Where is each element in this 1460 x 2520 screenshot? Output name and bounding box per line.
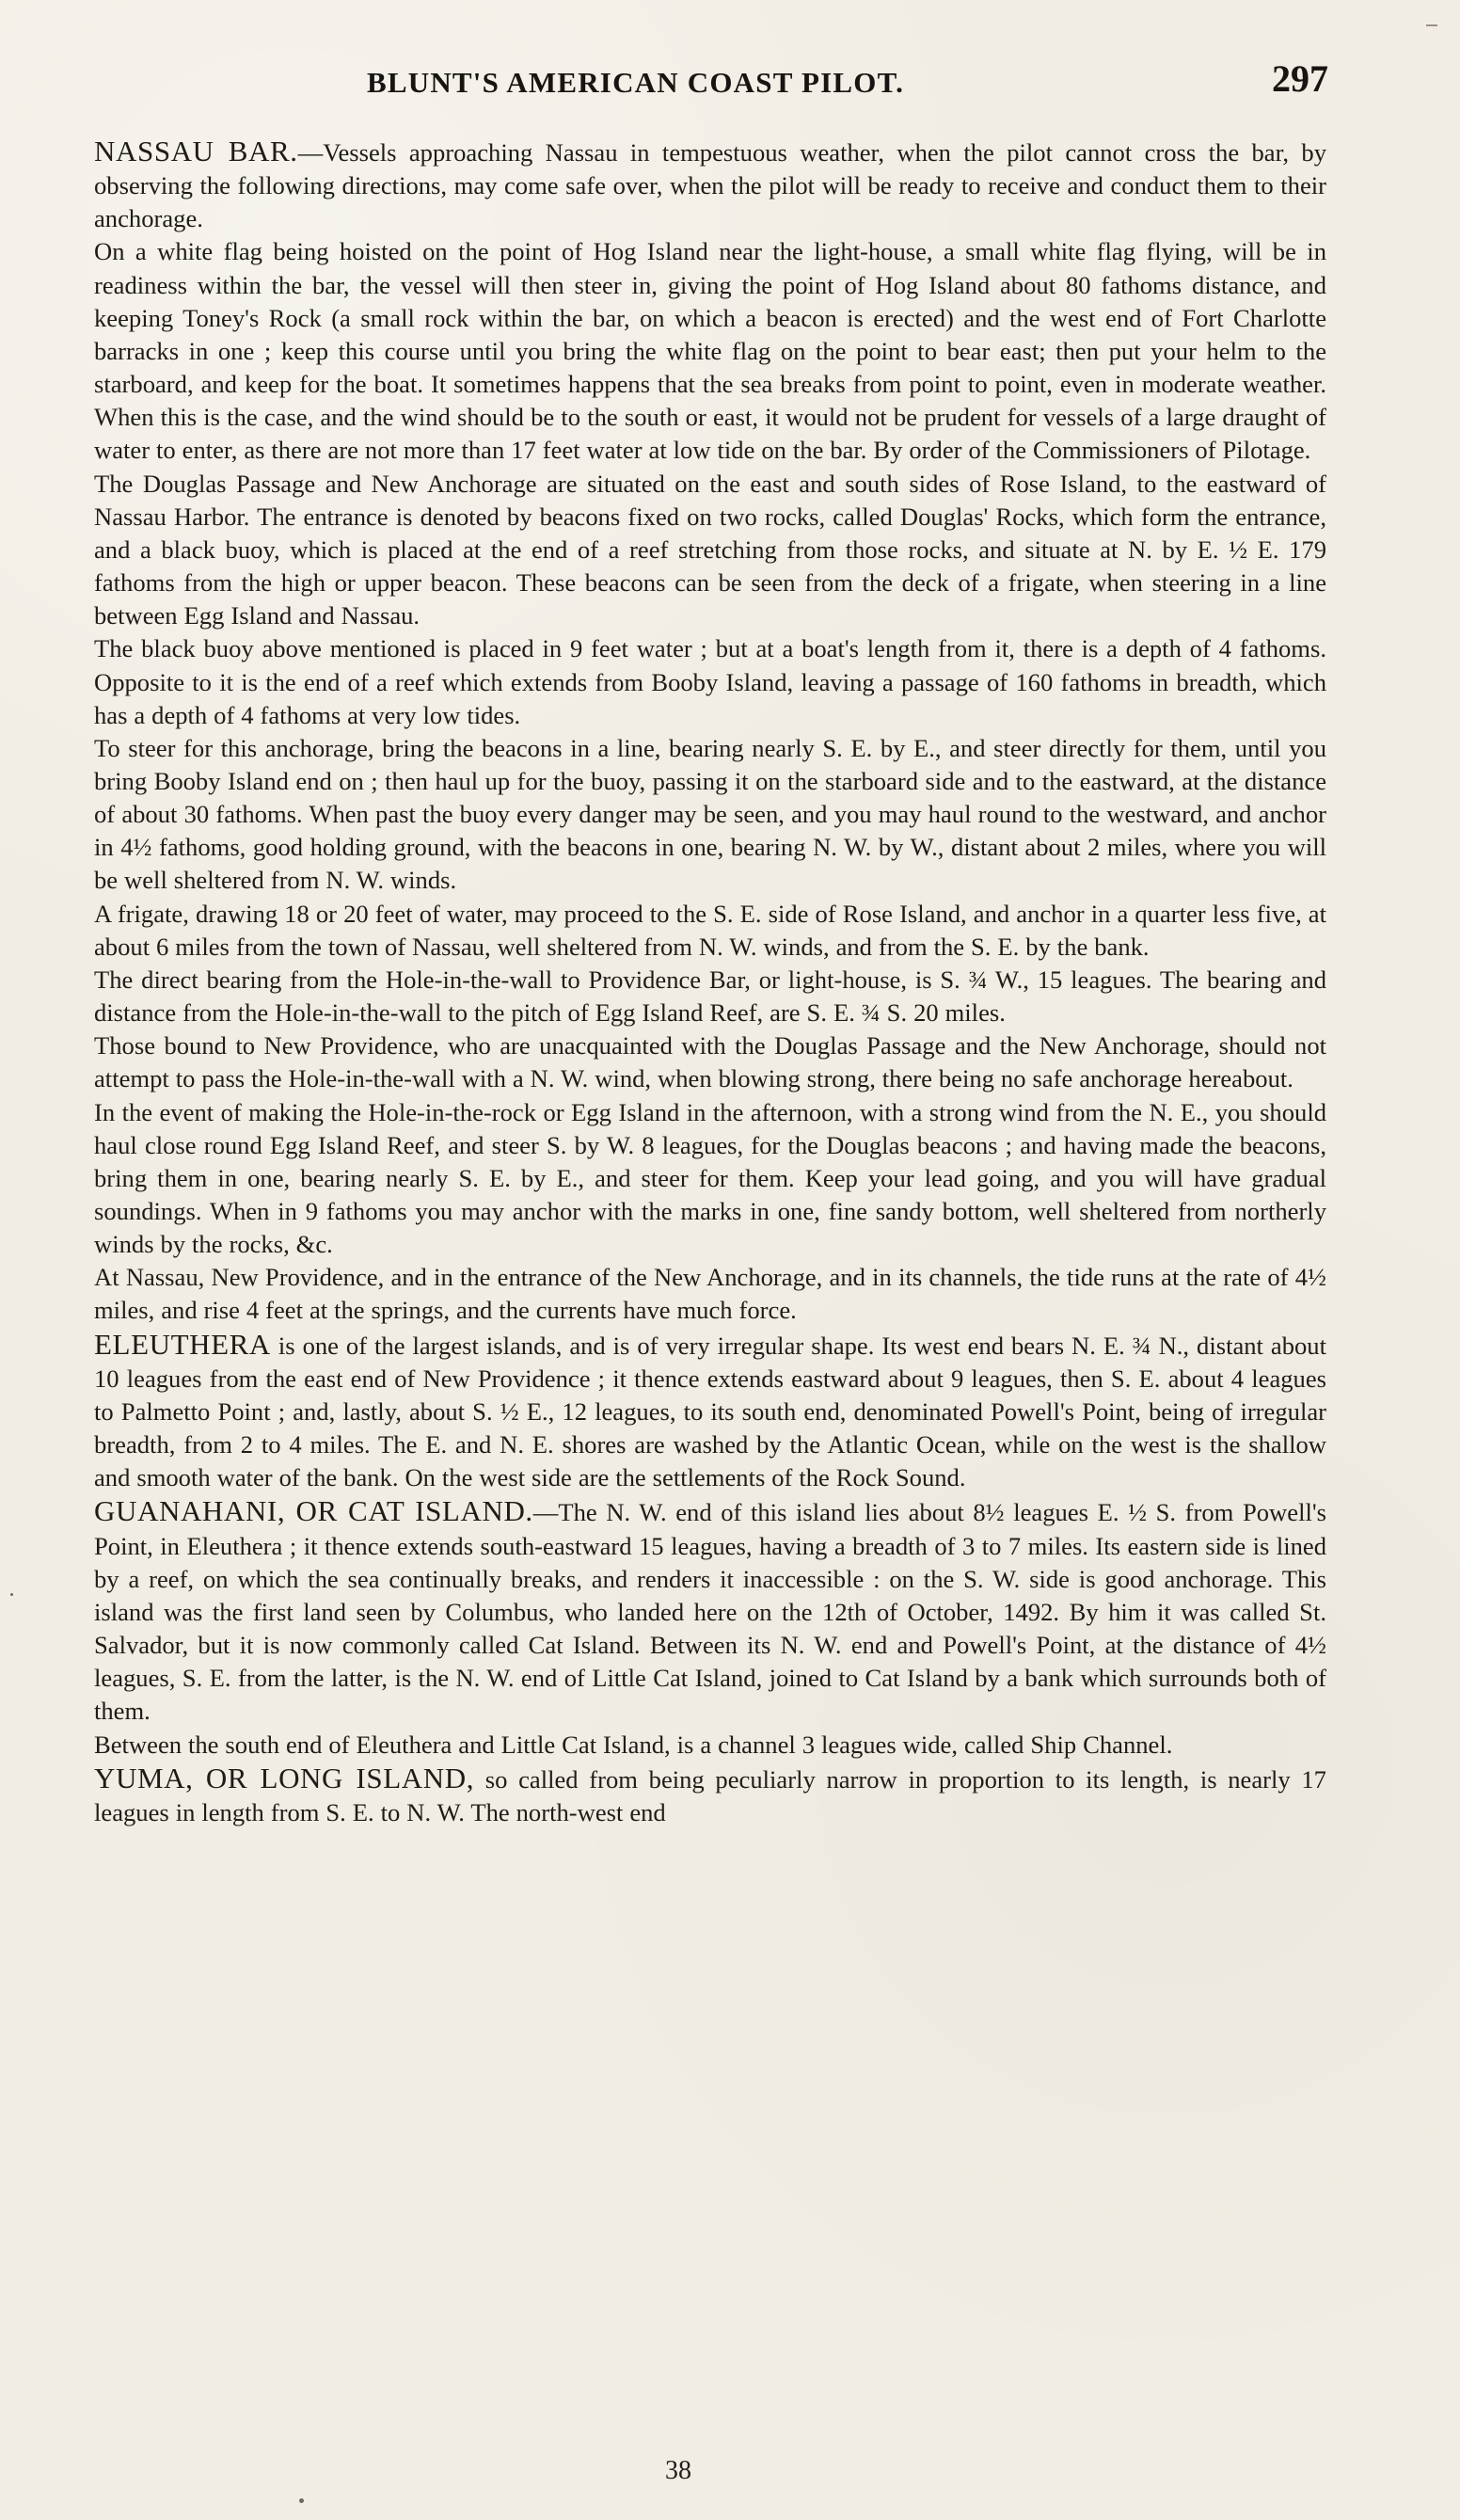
paragraph-text: To steer for this anchorage, bring the beacons in a line, bearing nearly S. E. by E., and steer directly for them, until you bring Booby Island end on ; then haul up for the buoy, passing it on the starboard side and to the eastward, at the distance of about 30 fathoms. When past the buoy every danger may be seen, and you may haul round to the westward, and anchor in 4½ fathoms, good holding ground, with the beacons in one, bearing N. W. by W., distant about 2 miles, where you will be well sheltered from N. W. winds. (94, 733, 1326, 895)
section-heading: GUANAHANI, OR CAT ISLAND. (94, 1494, 533, 1528)
paragraph-text: —Vessels approaching Nassau in tempestuous weather, when the pilot cannot cross the bar, by observing the following directions, may come safe over, when the pilot will be ready to receive and conduct them to their anchorage. (94, 138, 1327, 233)
paragraph-text: In the event of making the Hole-in-the-rock or Egg Island in the afternoon, with a strong wind from the N. E., you should haul close round Egg Island Reef, and steer S. by W. 8 leagues, for the Douglas beacons ; and having made the beacons, bring them in one, bearing nearly S. E. by E., and steer for them. Keep your lead going, and you will have gradual soundings. When in 9 fathoms you may anchor with the marks in one, fine sandy bottom, well sheltered from northerly winds by the rocks, &c. (94, 1097, 1326, 1259)
section-heading: ELEUTHERA (94, 1327, 271, 1361)
paragraph-text: The black buoy above mentioned is placed in 9 feet water ; but at a boat's length from it, there is a depth of 4 fathoms. Opposite to it is the end of a reef which extends from Booby Island, leaving a passage of 160 fathoms in breadth, which has a depth of 4 fathoms at very low tides. (94, 634, 1326, 729)
print-speck (299, 2498, 304, 2503)
running-head: BLUNT'S AMERICAN COAST PILOT. (367, 66, 905, 99)
paragraph-text: A frigate, drawing 18 or 20 feet of water, may proceed to the S. E. side of Rose Island, and anchor in a quarter less five, at about 6 miles from the town of Nassau, well sheltered from N. W. winds, and from the S. E. by the bank. (94, 899, 1326, 961)
paragraph-white-flag (94, 235, 1326, 467)
paragraph-ship-channel (94, 1729, 1326, 1762)
paragraph-text: At Nassau, New Providence, and in the entrance of the New Anchorage, and in its channels, the tide runs at the rate of 4½ miles, and rise 4 feet at the springs, and the currents have much force. (94, 1263, 1326, 1325)
page-header (94, 55, 1328, 111)
paragraph-text: The Douglas Passage and New Anchorage are situated on the east and south sides of Rose Island, to the eastward of Nassau Harbor. The entrance is denoted by beacons fixed on two rocks, called Douglas' Rocks, which form the entrance, and a black buoy, which is placed at the end of a reef stretching from those rocks, and situate at N. by E. ½ E. 179 fathoms from the high or upper beacon. These beacons can be seen from the deck of a frigate, when steering in a line between Egg Island and Nassau. (94, 469, 1326, 630)
paragraph-text: is one of the largest islands, and is of very irregular shape. Its west end bears N. E. ¾ N., distant about 10 leagues from the east end of New Providence ; it thence extends eastward about 9 leagues, then S. E. about 4 leagues to Palmetto Point ; and, lastly, about S. ½ E., 12 leagues, to its south end, denominated Powell's Point, being of irregular breadth, from 2 to 4 miles. The E. and N. E. shores are washed by the Atlantic Ocean, while on the west is the shallow and smooth water of the bank. On the west side are the settlements of the Rock Sound. (94, 1331, 1326, 1492)
paragraph-new-providence-warning (94, 1029, 1326, 1095)
paragraph-text: The direct bearing from the Hole-in-the-wall to Providence Bar, or light-house, is S. ¾ W., 15 leagues. The bearing and distance from the Hole-in-the-wall to the pitch of Egg Island Reef, are S. E. ¾ S. 20 miles. (94, 965, 1326, 1028)
paragraph-text: Between the south end of Eleuthera and Little Cat Island, is a channel 3 leagues wide, called Ship Channel. (94, 1730, 1173, 1759)
paragraph-yuma (94, 1762, 1326, 1829)
paragraph-nassau-bar (94, 135, 1326, 235)
page-number: 297 (1272, 57, 1328, 100)
signature-mark: 38 (665, 2456, 691, 2485)
paragraph-hole-in-the-rock (94, 1096, 1326, 1262)
section-heading: YUMA, OR LONG ISLAND, (94, 1761, 475, 1794)
paragraph-black-buoy (94, 632, 1326, 731)
top-edge-mark (1426, 24, 1437, 26)
print-speck (10, 1593, 13, 1596)
paragraph-text: so called from being peculiarly narrow in proportion to its length, is nearly 17 leagues in length from S. E. to N. W. The north-west end (94, 1764, 1326, 1826)
paragraph-frigate (94, 898, 1326, 964)
paragraph-eleuthera (94, 1328, 1326, 1495)
page-text (94, 135, 1326, 1829)
paragraph-text: Those bound to New Providence, who are unacquainted with the Douglas Passage and the New Anchorage, should not attempt to pass the Hole-in-the-wall with a N. W. wind, when blowing strong, there being no safe anchorage hereabout. (94, 1031, 1326, 1093)
section-heading: NASSAU BAR. (94, 135, 298, 167)
paragraph-text: On a white flag being hoisted on the point of Hog Island near the light-house, a small white flag flying, will be in readiness within the bar, the vessel will then steer in, giving the point of Hog Island about 80 fathoms distance, and keeping Toney's Rock (a small rock within the bar, on which a beacon is erected) and the west end of Fort Charlotte barracks in one ; keep this course until you bring the white flag on the point to bear east; then put your helm to the starboard, and keep for the boat. It sometimes happens that the sea breaks from point to point, even in moderate weather. When this is the case, and the wind should be to the south or east, it would not be prudent for vessels of a large draught of water to enter, as there are not more than 17 feet water at low tide on the bar. By order of the Commissioners of Pilotage. (94, 237, 1326, 465)
paragraph-douglas-passage (94, 468, 1326, 633)
paragraph-direct-bearing (94, 964, 1326, 1029)
paragraph-guanahani (94, 1494, 1326, 1728)
paragraph-anchorage-directions (94, 732, 1326, 898)
paragraph-text: —The N. W. end of this island lies about 8½ leagues E. ½ S. from Powell's Point, in Eleuthera ; it thence extends south-eastward 15 leagues, having a breadth of 3 to 7 miles. Its eastern side is lined by a reef, on which the sea continually breaks, and renders it inaccessible : on the S. W. side is good anchorage. This island was the first land seen by Columbus, who landed here on the 12th of October, 1492. By him it was called St. Salvador, but it is now commonly called Cat Island. Between its N. W. end and Powell's Point, at the distance of 4½ leagues, S. E. from the latter, is the N. W. end of Little Cat Island, joined to Cat Island by a bank which surrounds both of them. (94, 1498, 1326, 1726)
paragraph-tide (94, 1261, 1326, 1327)
